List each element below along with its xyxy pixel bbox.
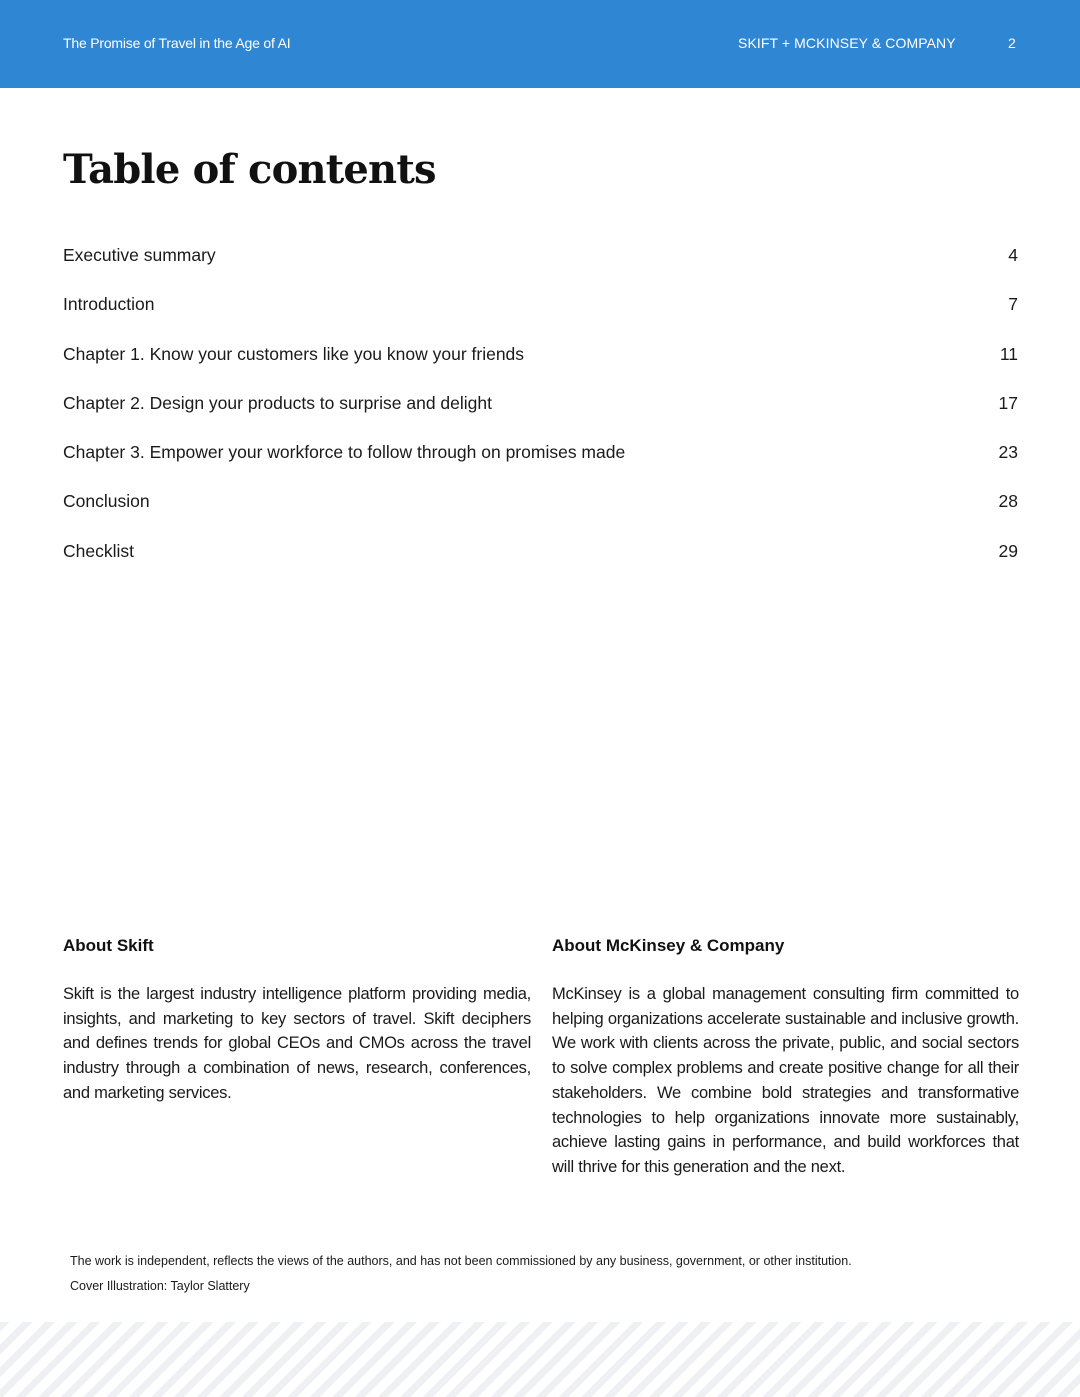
about-skift-body: Skift is the largest industry intelligence platform providing media, insights, and marketing to key sectors of travel. Skift deciphers and defines trends for global CEOs and CMOs across the travel industry through a combination of news, research, conferences, and marketing services. (63, 985, 531, 1102)
about-skift-section (63, 932, 531, 1106)
toc-entry-page: 29 (998, 540, 1018, 561)
publisher-label: SKIFT + MCKINSEY & COMPANY (738, 35, 956, 51)
about-mckinsey-body: McKinsey is a global management consulting firm committed to helping organizations accelerate sustainable and inclusive growth. We work with clients across the private, public, and social sectors to solve complex problems and create positive change for all their stakeholders. We combine bold strategies and transformative technologies to help organizations innovate more sustainably, achieve lasting gains in performance, and build workforces that will thrive for this generation and the next. (552, 985, 1019, 1176)
toc-entry-title: Chapter 3. Empower your workforce to follow through on promises made (63, 442, 626, 463)
cover-credit: Cover Illustration: Taylor Slattery (70, 1279, 250, 1293)
toc-entry-executive-summary[interactable] (63, 240, 1018, 289)
toc-entry-page: 23 (998, 442, 1018, 463)
toc-entry-chapter-1[interactable] (63, 339, 1018, 388)
decorative-stripe-band (0, 1322, 1080, 1397)
toc-entry-chapter-3[interactable] (63, 437, 1018, 486)
toc-entry-title: Conclusion (63, 491, 150, 512)
toc-entry-checklist[interactable] (63, 536, 1018, 585)
about-mckinsey-section (552, 932, 1019, 1180)
disclaimer-note: The work is independent, reflects the views of the authors, and has not been commissioned by any business, government, or other institution. (70, 1254, 852, 1268)
toc-heading: Table of contents (63, 146, 436, 193)
page-header (0, 0, 1080, 88)
toc-entry-title: Chapter 1. Know your customers like you know your friends (63, 343, 525, 364)
about-skift-heading: About Skift (63, 936, 154, 955)
toc-entry-title: Introduction (63, 294, 155, 315)
page-number: 2 (1008, 35, 1016, 51)
toc-entry-page: 17 (998, 392, 1018, 413)
toc-entry-chapter-2[interactable] (63, 388, 1018, 437)
toc-entry-page: 28 (998, 491, 1018, 512)
toc-entry-title: Chapter 2. Design your products to surprise and delight (63, 392, 492, 413)
toc-entry-introduction[interactable] (63, 289, 1018, 338)
toc-entry-title: Executive summary (63, 245, 216, 265)
toc-entry-title: Checklist (63, 540, 134, 561)
toc-entry-page: 7 (1008, 294, 1018, 315)
toc-list (63, 240, 1018, 585)
about-mckinsey-heading: About McKinsey & Company (552, 936, 785, 955)
document-title: The Promise of Travel in the Age of AI (63, 35, 291, 51)
toc-entry-page: 4 (1008, 245, 1018, 265)
toc-entry-page: 11 (999, 343, 1018, 364)
toc-entry-conclusion[interactable] (63, 486, 1018, 535)
